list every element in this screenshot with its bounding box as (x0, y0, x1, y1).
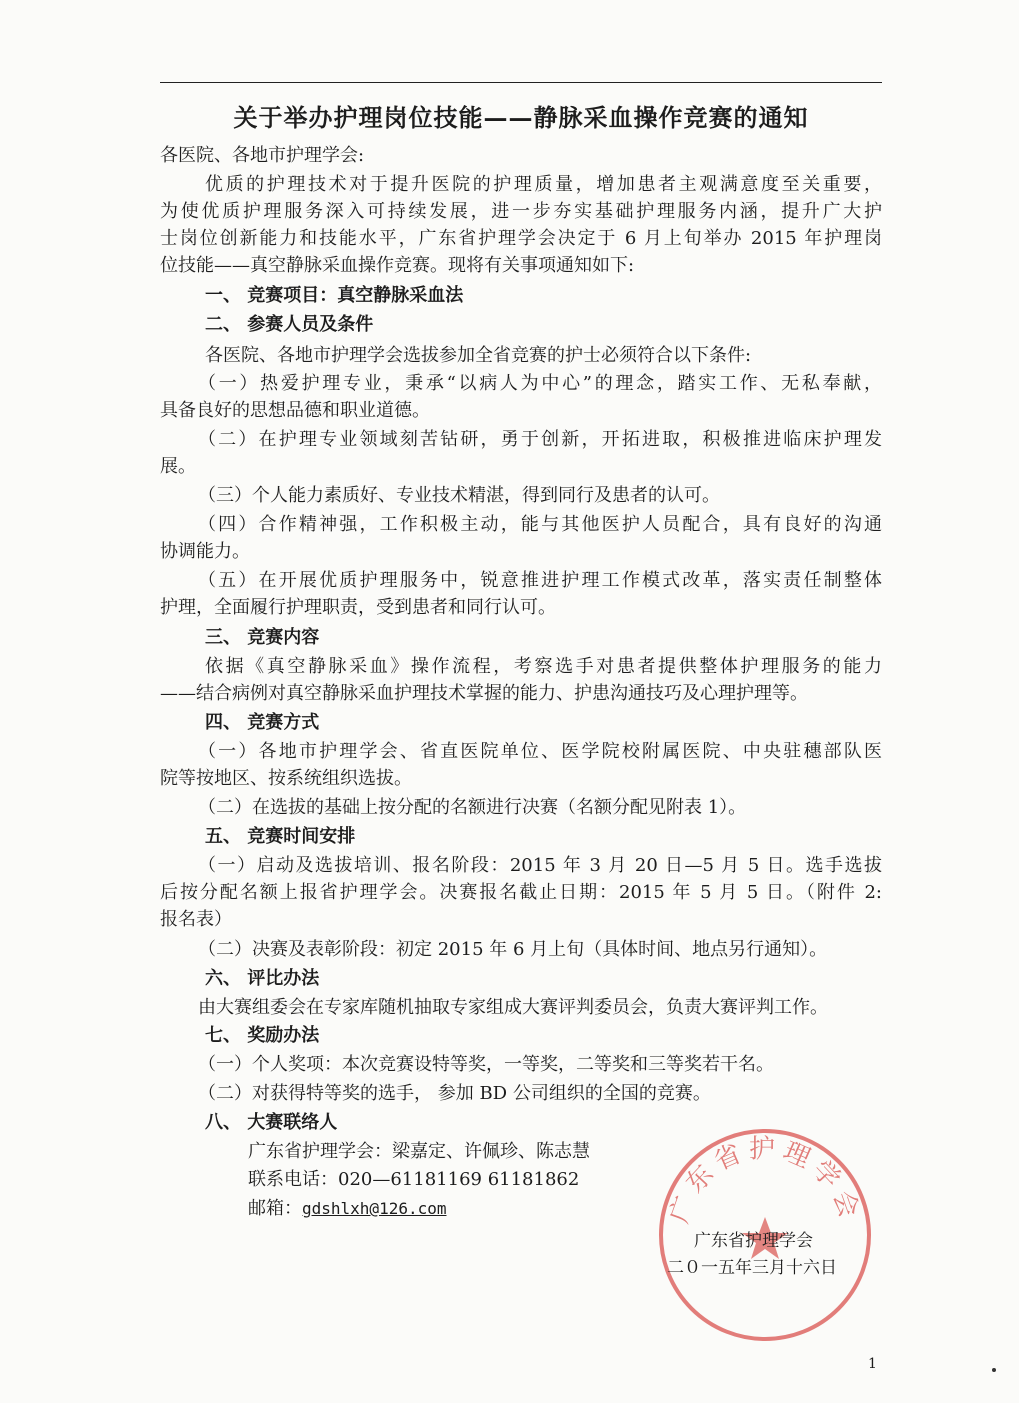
section-5-heading: 五、 竞赛时间安排 (205, 826, 356, 847)
section-3-line-2: ——结合病例对真空静脉采血护理技术掌握的能力、护患沟通技巧及心理护理等。 (160, 683, 808, 704)
condition-1-line-2: 具备良好的思想品德和职业道德。 (160, 400, 430, 421)
condition-5-line-2: 护理，全面履行护理职责，受到患者和同行认可。 (160, 597, 556, 618)
section-5-line-4: （二）决赛及表彰阶段：初定 2015 年 6 月上旬（具体时间、地点另行通知）。 (198, 939, 828, 960)
section-3-line-1: 依据《真空静脉采血》操作流程，考察选手对患者提供整体护理服务的能力 (205, 656, 882, 677)
section-6-line: 由大赛组委会在专家库随机抽取专家组成大赛评判委员会，负责大赛评判工作。 (198, 997, 828, 1018)
intro-line-4: 位技能——真空静脉采血操作竞赛。现将有关事项通知如下: (160, 255, 635, 276)
page-number: 1 (868, 1356, 877, 1372)
condition-4-line-1: （四）合作精神强，工作积极主动，能与其他医护人员配合，具有良好的沟通 (198, 514, 882, 535)
signature-date: 二０一五年三月十六日 (667, 1258, 837, 1278)
section-6-heading: 六、 评比办法 (205, 968, 320, 989)
seal-text: 广东省护理学会 (664, 1134, 866, 1228)
condition-3: （三）个人能力素质好、专业技术精湛，得到同行及患者的认可。 (198, 485, 720, 506)
section-8-heading: 八、 大赛联络人 (205, 1112, 338, 1133)
condition-2-line-1: （二）在护理专业领域刻苦钻研，勇于创新，开拓进取，积极推进临床护理发 (198, 429, 882, 450)
condition-5-line-1: （五）在开展优质护理服务中，锐意推进护理工作模式改革，落实责任制整体 (198, 570, 882, 591)
condition-1-line-1: （一）热爱护理专业，秉承“以病人为中心”的理念，踏实工作、无私奉献， (198, 373, 882, 394)
signature-org: 广东省护理学会 (694, 1231, 813, 1251)
email-link[interactable]: gdshlxh@126.com (302, 1199, 447, 1218)
document-title: 关于举办护理岗位技能——静脉采血操作竞赛的通知 (233, 103, 809, 132)
section-4-heading: 四、 竞赛方式 (205, 712, 320, 733)
contact-names: 广东省护理学会：梁嘉定、许佩珍、陈志慧 (248, 1141, 590, 1162)
header-rule (160, 82, 882, 83)
condition-2-line-2: 展。 (160, 456, 196, 477)
section-7-line-1: （一）个人奖项：本次竞赛设特等奖，一等奖，二等奖和三等奖若干名。 (198, 1054, 774, 1075)
intro-line-2: 为使优质护理服务深入可持续发展，进一步夯实基础护理服务内涵，提升广大护 (160, 201, 882, 222)
email-label: 邮箱： (248, 1198, 302, 1219)
intro-line-1: 优质的护理技术对于提升医院的护理质量，增加患者主观满意度至关重要， (205, 174, 882, 195)
condition-4-line-2: 协调能力。 (160, 541, 250, 562)
section-1-heading: 一、 竞赛项目：真空静脉采血法 (205, 285, 464, 306)
section-4-line-1: （一）各地市护理学会、省直医院单位、医学院校附属医院、中央驻穗部队医 (198, 741, 882, 762)
intro-line-3: 士岗位创新能力和技能水平，广东省护理学会决定于 6 月上旬举办 2015 年护理岗 (160, 228, 882, 249)
section-4-line-2: 院等按地区、按系统组织选拔。 (160, 768, 412, 789)
section-5-line-2: 后按分配名额上报省护理学会。决赛报名截止日期：2015 年 5 月 5 日。（附件 2: (160, 882, 882, 903)
section-7-heading: 七、 奖励办法 (205, 1025, 320, 1046)
section-4-line-3: （二）在选拔的基础上按分配的名额进行决赛（名额分配见附表 1）。 (198, 797, 747, 818)
salutation: 各医院、各地市护理学会: (160, 145, 365, 166)
section-7-line-2: （二）对获得特等奖的选手， 参加 BD 公司组织的全国的竞赛。 (198, 1083, 711, 1104)
svg-text:广东省护理学会 (664, 1134, 865, 1227)
contact-phone: 联系电话：020—61181169 61181862 (248, 1169, 580, 1190)
section-2-heading: 二、 参赛人员及条件 (205, 314, 374, 335)
scan-speck (992, 1368, 996, 1372)
section-3-heading: 三、 竞赛内容 (205, 627, 320, 648)
section-5-line-1: （一）启动及选拔培训、报名阶段：2015 年 3 月 20 日—5 月 5 日。选手选拔 (198, 855, 882, 876)
section-5-line-3: 报名表） (160, 909, 232, 930)
section-2-intro: 各医院、各地市护理学会选拔参加全省竞赛的护士必须符合以下条件: (205, 345, 752, 366)
